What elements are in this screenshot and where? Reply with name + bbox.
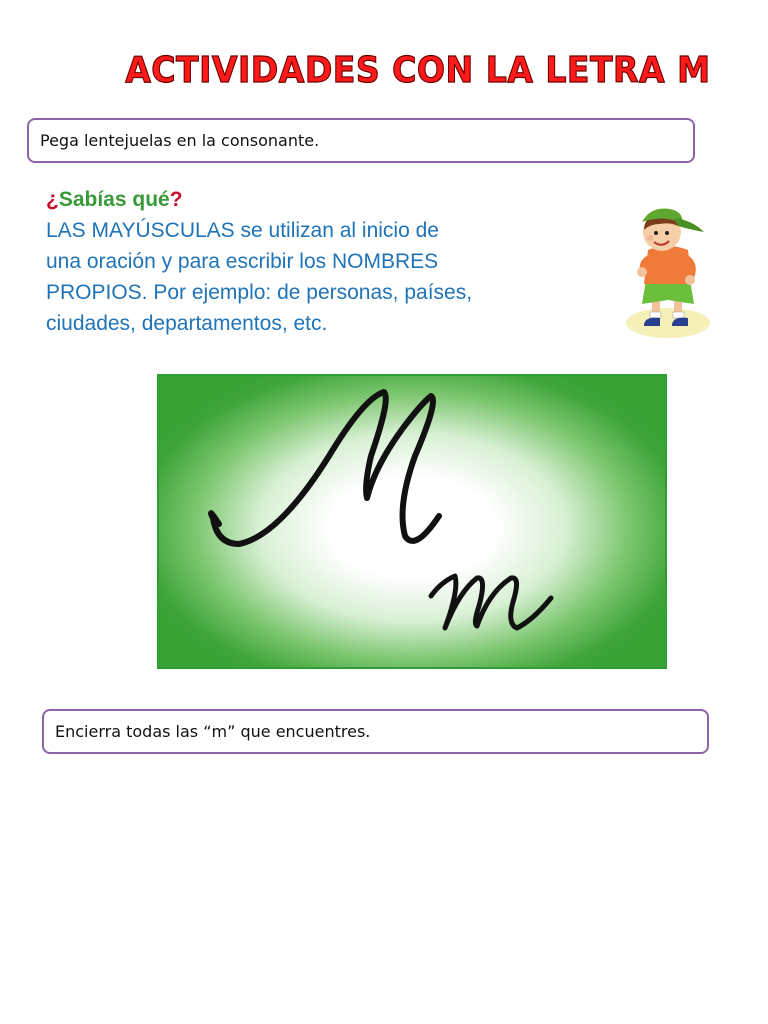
info-line-3: PROPIOS. Por ejemplo: de personas, países,	[46, 281, 473, 304]
page-title: ACTIVIDADES CON LA LETRA M	[125, 50, 711, 91]
instruction-text: Encierra todas las “m” que encuentres.	[55, 722, 371, 741]
did-you-know-heading	[46, 184, 606, 215]
info-line-4: ciudades, departamentos, etc.	[46, 312, 328, 335]
cursive-capital-m	[211, 392, 439, 544]
did-you-know-section	[46, 184, 606, 339]
instruction-box-sequins	[27, 118, 695, 163]
question-word: Sabías qué	[58, 188, 170, 211]
question-open-mark: ¿	[46, 188, 59, 211]
child-illustration	[622, 200, 714, 342]
cursive-small-m	[431, 576, 551, 628]
instruction-box-circle-m	[42, 709, 709, 754]
info-line-2: una oración y para escribir los NOMBRES	[46, 250, 439, 273]
info-line-1: LAS MAYÚSCULAS se utilizan al inicio de	[46, 219, 439, 242]
cursive-letter-card	[157, 374, 667, 669]
question-close-mark: ?	[169, 188, 183, 211]
instruction-text: Pega lentejuelas en la consonante.	[40, 131, 320, 150]
cursive-m-letters	[159, 376, 669, 671]
